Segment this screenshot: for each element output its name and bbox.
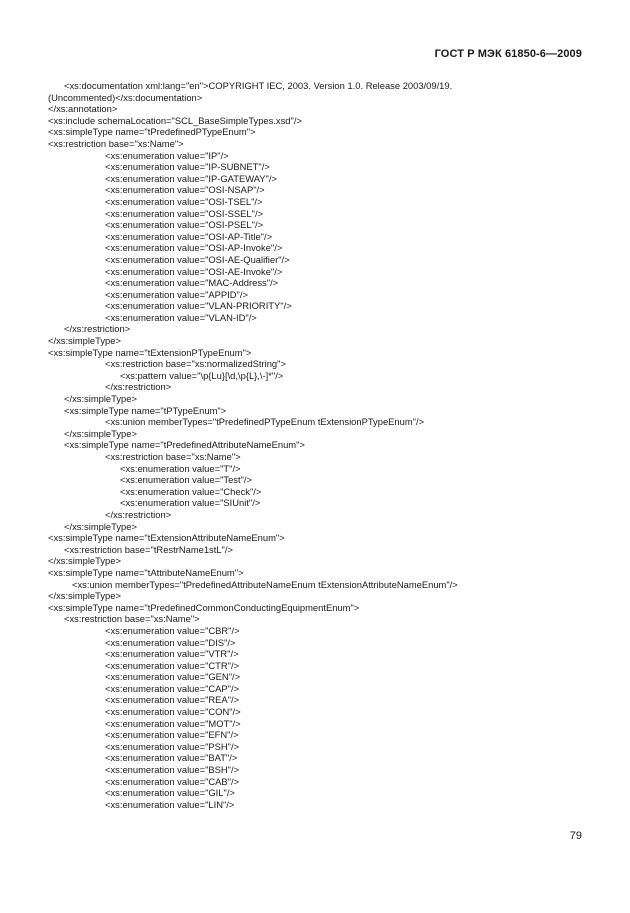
code-line: <xs:enumeration value="Test"/> <box>120 474 252 486</box>
code-line: <xs:enumeration value="T"/> <box>120 462 241 474</box>
code-line: </xs:annotation> <box>48 103 118 115</box>
code-line: <xs:enumeration value="OSI-AE-Invoke"/> <box>105 265 283 277</box>
code-line: (Uncommented)</xs:documentation> <box>48 91 203 103</box>
code-line: <xs:restriction base="xs:normalizedString"> <box>105 358 286 370</box>
code-line: <xs:enumeration value="EFN"/> <box>105 729 239 741</box>
code-line: <xs:restriction base="tRestrName1stL"/> <box>64 543 233 555</box>
code-line: </xs:simpleType> <box>64 427 137 439</box>
code-line: <xs:simpleType name="tPredefinedCommonConductingEquipmentEnum"> <box>48 601 360 613</box>
code-line: <xs:enumeration value="OSI-TSEL"/> <box>105 195 263 207</box>
code-line: <xs:simpleType name="tPTypeEnum"> <box>64 404 227 416</box>
document-standard-header: ГОСТ Р МЭК 61850-6—2009 <box>434 48 582 60</box>
code-line: <xs:enumeration value="OSI-AP-Title"/> <box>105 230 273 242</box>
code-line: <xs:enumeration value="GIL"/> <box>105 787 235 799</box>
code-line: <xs:enumeration value="Check"/> <box>120 485 262 497</box>
code-line: <xs:enumeration value="CTR"/> <box>105 659 240 671</box>
code-line: </xs:simpleType> <box>64 393 137 405</box>
code-line: <xs:enumeration value="CAB"/> <box>105 775 240 787</box>
code-line: <xs:enumeration value="LIN"/> <box>105 798 235 810</box>
code-line: <xs:enumeration value="SIUnit"/> <box>120 497 261 509</box>
code-line: <xs:enumeration value="OSI-NSAP"/> <box>105 184 265 196</box>
code-line: <xs:enumeration value="OSI-AE-Qualifier"/> <box>105 253 290 265</box>
code-line: </xs:simpleType> <box>64 520 137 532</box>
xml-schema-code-block <box>48 80 588 810</box>
code-line: <xs:simpleType name="tExtensionAttributeNameEnum"> <box>48 532 285 544</box>
code-line: <xs:enumeration value="BSH"/> <box>105 764 240 776</box>
code-line: </xs:restriction> <box>64 323 131 335</box>
code-line: <xs:simpleType name="tAttributeNameEnum"> <box>48 566 244 578</box>
code-line: <xs:enumeration value="OSI-AP-Invoke"/> <box>105 242 283 254</box>
code-line: <xs:enumeration value="CAP"/> <box>105 682 240 694</box>
code-line: <xs:restriction base="xs:Name"> <box>48 137 184 149</box>
code-line: <xs:enumeration value="BAT"/> <box>105 752 238 764</box>
code-line: <xs:enumeration value="GEN"/> <box>105 671 241 683</box>
code-line: <xs:enumeration value="CBR"/> <box>105 624 240 636</box>
code-line: </xs:restriction> <box>105 381 172 393</box>
code-line: <xs:enumeration value="IP"/> <box>105 149 229 161</box>
code-line: </xs:restriction> <box>105 508 172 520</box>
code-line: <xs:include schemaLocation="SCL_BaseSimpleTypes.xsd"/> <box>48 114 302 126</box>
code-line: <xs:enumeration value="OSI-PSEL"/> <box>105 219 264 231</box>
code-line: <xs:enumeration value="MAC-Address"/> <box>105 277 279 289</box>
code-line: <xs:simpleType name="tExtensionPTypeEnum"> <box>48 346 252 358</box>
code-line: <xs:simpleType name="tPredefinedPTypeEnum"> <box>48 126 256 138</box>
code-line: <xs:union memberTypes="tPredefinedPTypeEnum tExtensionPTypeEnum"/> <box>105 416 425 428</box>
code-line: <xs:enumeration value="CON"/> <box>105 706 241 718</box>
code-line: <xs:enumeration value="APPID"/> <box>105 288 248 300</box>
code-line: <xs:simpleType name="tPredefinedAttributeNameEnum"> <box>64 439 305 451</box>
code-line: <xs:enumeration value="DIS"/> <box>105 636 236 648</box>
code-line: <xs:enumeration value="IP-SUBNET"/> <box>105 161 270 173</box>
code-line: <xs:restriction base="xs:Name"> <box>64 613 200 625</box>
code-line: </xs:simpleType> <box>48 555 121 567</box>
code-line: <xs:pattern value="\p{Lu}[\d,\p{L},\-]*"/> <box>120 369 284 381</box>
code-line: <xs:restriction base="xs:Name"> <box>105 451 241 462</box>
code-line: <xs:enumeration value="REA"/> <box>105 694 240 706</box>
code-line: <xs:enumeration value="IP-GATEWAY"/> <box>105 172 277 184</box>
code-line: <xs:enumeration value="OSI-SSEL"/> <box>105 207 264 219</box>
code-line: </xs:simpleType> <box>48 590 121 602</box>
code-line: <xs:enumeration value="PSH"/> <box>105 740 240 752</box>
code-line: <xs:enumeration value="MOT"/> <box>105 717 241 729</box>
code-line: <xs:union memberTypes="tPredefinedAttributeNameEnum tExtensionAttributeNameEnum"/> <box>72 578 458 590</box>
code-line: <xs:enumeration value="VTR"/> <box>105 648 239 660</box>
code-line: <xs:documentation xml:lang="en">COPYRIGHT IEC, 2003. Version 1.0. Release 2003/09/19. <box>64 80 453 91</box>
page-number: 79 <box>569 830 582 842</box>
code-line: <xs:enumeration value="VLAN-ID"/> <box>105 311 257 323</box>
code-line: </xs:simpleType> <box>48 335 121 347</box>
code-line: <xs:enumeration value="VLAN-PRIORITY"/> <box>105 300 292 312</box>
